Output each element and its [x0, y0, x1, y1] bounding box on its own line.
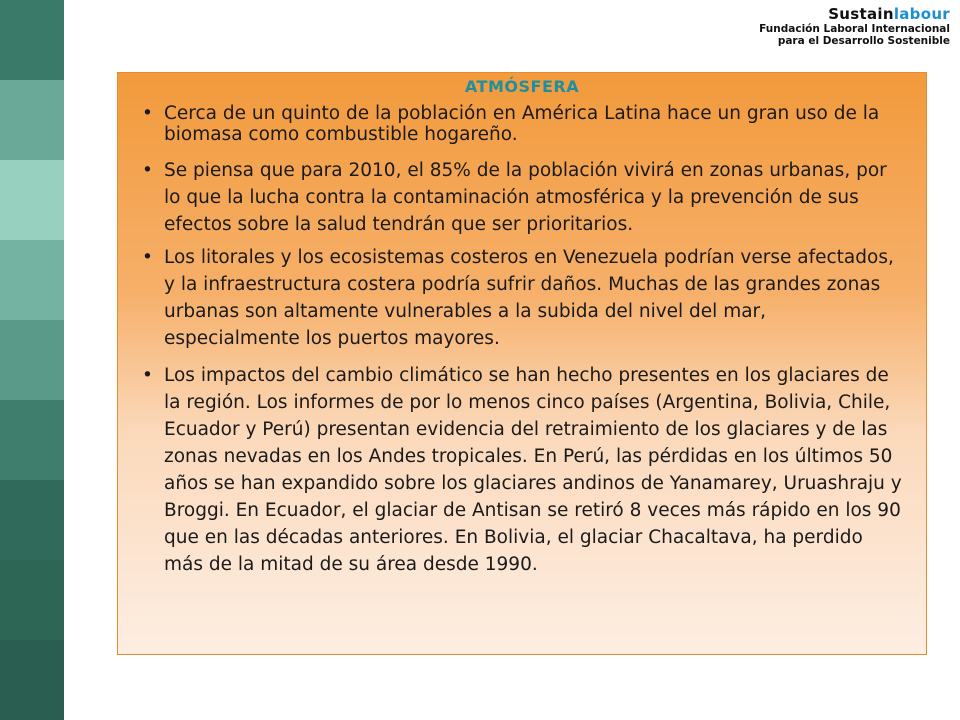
- logo-subtitle-line2: para el Desarrollo Sostenible: [777, 35, 950, 48]
- bullet-list: [132, 103, 902, 578]
- side-stripe: [0, 80, 64, 160]
- slide-heading: ATMÓSFERA: [464, 77, 580, 96]
- logo-name-part1: Sustain: [828, 5, 894, 23]
- side-stripe: [0, 640, 64, 720]
- side-stripe: [0, 160, 64, 240]
- side-stripe: [0, 0, 64, 80]
- logo-name-part2: labour: [893, 5, 950, 23]
- decorative-side-stripes: [0, 0, 64, 720]
- side-stripe: [0, 400, 64, 480]
- logo-title: [730, 6, 950, 23]
- bullet-item: • Los impactos del cambio climático se han hecho presentes en los glaciares de la región. Los informes de por lo menos cinco países (Argentina, Bolivia, Chile, Ecuador y Perú) presentan evidencia del retraimiento de los glaciares y de las zonas nevadas en los Andes tropicales. En Perú, las pérdidas en los últimos 50 años se han expandido sobre los glaciares andinos de Yanamarey, Uruashraju y Broggi. En Ecuador, el glaciar de Antisan se retiró 8 veces más rápido en los 90 que en las décadas anteriores. En Bolivia, el glaciar Chacaltava, ha perdido más de la mitad de su área desde 1990.: [132, 362, 902, 578]
- side-stripe: [0, 320, 64, 400]
- side-stripe: [0, 240, 64, 320]
- sustainlabour-logo: [730, 6, 950, 47]
- bullet-item: • Los litorales y los ecosistemas costeros en Venezuela podrían verse afectados, y la infraestructura costera podría sufrir daños. Muchas de las grandes zonas urbanas son altamente vulnerables a la subida del nivel del mar, especialmente los puertos mayores.: [132, 244, 902, 352]
- side-stripe: [0, 560, 64, 640]
- logo-subtitle-line1: Fundación Laboral Internacional: [759, 23, 950, 36]
- content-box: [117, 72, 927, 655]
- bullet-item: • Se piensa que para 2010, el 85% de la población vivirá en zonas urbanas, por lo que la lucha contra la contaminación atmosférica y la prevención de sus efectos sobre la salud tendrán que ser prioritarios.: [132, 157, 902, 238]
- side-stripe: [0, 480, 64, 560]
- bullet-item: • Cerca de un quinto de la población en América Latina hace un gran uso de la biomasa como combustible hogareño.: [132, 103, 902, 145]
